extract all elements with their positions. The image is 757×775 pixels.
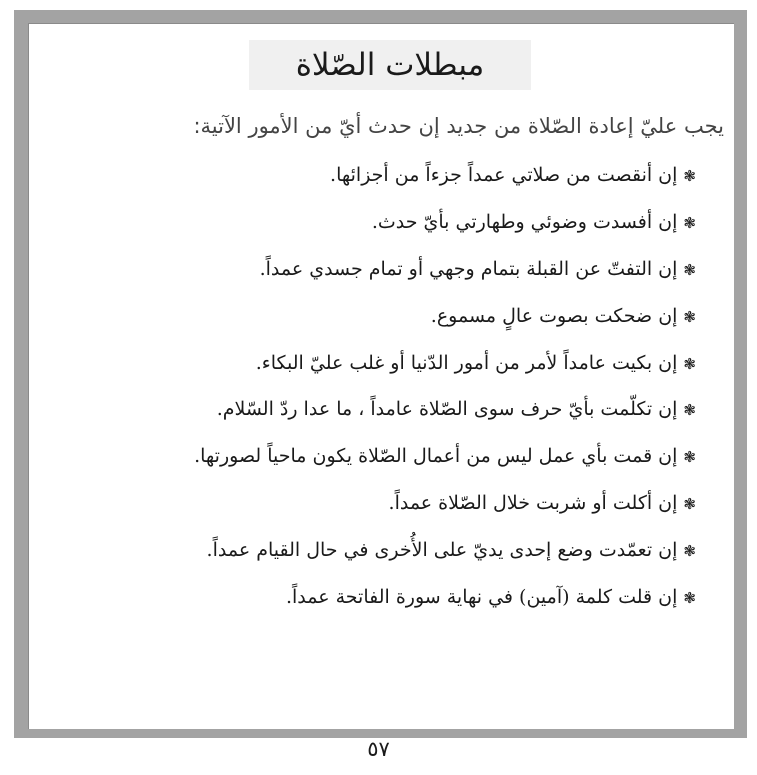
asterisk-bullet-icon: ❃ [683, 495, 696, 514]
list-item [194, 256, 696, 303]
list-item [194, 303, 696, 350]
title-box [249, 40, 531, 90]
list-item-text: إن التفتّ عن القبلة بتمام وجهي أو تمام جسدي عمداً. [259, 257, 678, 280]
list-item [194, 443, 696, 490]
list-item-text: إن ضحكت بصوت عالٍ مسموع. [430, 304, 678, 327]
list-item-text: إن تكلّمت بأيّ حرف سوى الصّلاة عامداً ، ما عدا ردّ السّلام. [216, 398, 678, 421]
list-item [194, 490, 696, 537]
items-list [194, 162, 696, 631]
asterisk-bullet-icon: ❃ [683, 167, 696, 185]
list-item-text: إن تعمّدت وضع إحدى يديّ على الأُخرى في حال القيام عمداً. [206, 539, 678, 562]
asterisk-bullet-icon: ❃ [683, 448, 696, 467]
list-item-text: إن بكيت عامداً لأمر من أمور الدّنيا أو غلب عليّ البكاء. [255, 351, 678, 374]
asterisk-bullet-icon: ❃ [683, 354, 696, 373]
list-item [194, 162, 696, 209]
list-item [194, 584, 696, 631]
list-item [194, 350, 696, 397]
asterisk-bullet-icon: ❃ [683, 401, 696, 420]
asterisk-bullet-icon: ❃ [683, 542, 696, 561]
asterisk-bullet-icon: ❃ [683, 307, 696, 326]
page-frame [14, 10, 747, 738]
list-item-text: إن قلت كلمة (آمين) في نهاية سورة الفاتحة عمداً. [285, 586, 678, 609]
list-item-text: إن أكلت أو شربت خلال الصّلاة عمداً. [388, 492, 678, 515]
page-title: مبطلات الصّلاة [295, 46, 485, 83]
list-item-text: إن أنقصت من صلاتي عمداً جزءاً من أجزائها. [330, 164, 678, 186]
list-item [194, 209, 696, 256]
list-item-text: إن قمت بأي عمل ليس من أعمال الصّلاة يكون ماحياً لصورتها. [194, 445, 678, 468]
content-panel [28, 23, 734, 729]
asterisk-bullet-icon: ❃ [683, 260, 696, 279]
asterisk-bullet-icon: ❃ [683, 213, 696, 232]
list-item [194, 537, 696, 584]
asterisk-bullet-icon: ❃ [683, 589, 696, 608]
intro-text: يجب عليّ إعادة الصّلاة من جديد إن حدث أيّ من الأمور الآتية: [193, 114, 724, 138]
list-item [194, 396, 696, 443]
page-number: ٥٧ [367, 737, 390, 761]
list-item-text: إن أفسدت وضوئي وطهارتي بأيّ حدث. [371, 210, 678, 233]
